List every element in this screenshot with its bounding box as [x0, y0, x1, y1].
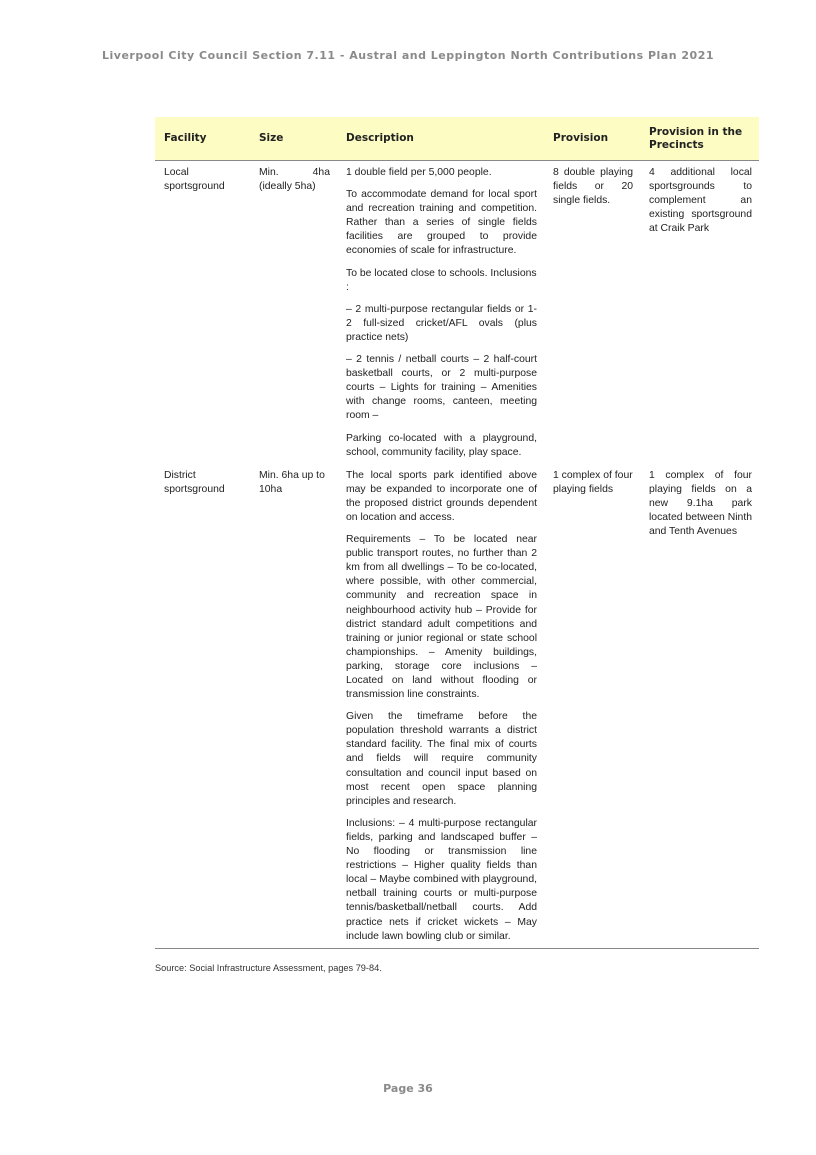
column-header-precincts: Provision in the Precincts	[640, 117, 759, 161]
page-number: Page 36	[383, 1082, 433, 1095]
description-cell	[337, 464, 544, 949]
description-paragraph: Parking co-located with a playground, school, community facility, play space.	[346, 432, 537, 458]
facility-cell: District sportsground	[155, 464, 250, 949]
source-note: Source: Social Infrastructure Assessment, pages 79-84.	[155, 963, 382, 973]
size-cell: Min. 6ha up to 10ha	[250, 464, 337, 949]
precincts-cell: 4 additional local sportsgrounds to complement an existing sportsground at Craik Park	[649, 167, 752, 235]
description-paragraph: – 2 tennis / netball courts – 2 half-court basketball courts, or 2 multi-purpose courts – Lights for training – Amenities with change rooms, canteen, meeting room –	[346, 354, 537, 422]
contributions-table	[155, 117, 759, 949]
provision-cell: 1 complex of four playing fields	[544, 464, 640, 949]
column-header-provision: Provision	[544, 117, 640, 161]
description-paragraph: To accommodate demand for local sport and recreation training and competition. Rather than a series of single fields facilities are grouped to provide economies of scale for infrastructure.	[346, 189, 537, 257]
column-header-description: Description	[337, 117, 544, 161]
size-cell: Min. 4ha (ideally 5ha)	[259, 167, 330, 193]
description-cell	[337, 161, 544, 464]
column-header-size: Size	[250, 117, 337, 161]
provision-cell: 8 double playing fields or 20 single fields.	[553, 167, 633, 207]
page-header: Liverpool City Council Section 7.11 - Austral and Leppington North Contributions Plan 2021	[102, 49, 714, 62]
precincts-cell: 1 complex of four playing fields on a new 9.1ha park located between Ninth and Tenth Avenues	[640, 464, 759, 949]
description-paragraph: The local sports park identified above may be expanded to incorporate one of the proposed district grounds dependent on location and access.	[346, 469, 537, 523]
description-paragraph: Inclusions: – 4 multi-purpose rectangular fields, parking and landscaped buffer – No flooding or transmission line restrictions – Higher quality fields than local – Maybe combined with playground, netball training courts or multi-purpose tennis/basketball/netball courts. Add practice nets if cricket wickets – May include lawn bowling club or similar.	[346, 817, 537, 942]
description-paragraph: To be located close to schools. Inclusions :	[346, 267, 537, 293]
description-paragraph: Requirements – To be located near public transport routes, no further than 2 km from all dwellings – To be co-located, where possible, with other commercial, community and recreation space in neighbourhood activity hub – Provide for district standard adult competitions and training or junior regional or state school championships. – Amenity buildings, parking, storage core inclusions – Located on land without flooding or transmission line constraints.	[346, 534, 537, 701]
table-row	[155, 464, 759, 949]
description-paragraph: 1 double field per 5,000 people.	[346, 167, 492, 178]
description-paragraph: Given the timeframe before the population threshold warrants a district standard facility. The final mix of courts and fields will require community consultation and council input based on most recent open space planning principles and research.	[346, 711, 537, 807]
table-row	[155, 161, 759, 464]
table-header-row	[155, 117, 759, 161]
column-header-facility: Facility	[155, 117, 250, 161]
description-paragraph: – 2 multi-purpose rectangular fields or 1-2 full-sized cricket/AFL ovals (plus practice nets)	[346, 303, 537, 343]
facility-cell: Local sportsground	[164, 167, 225, 193]
